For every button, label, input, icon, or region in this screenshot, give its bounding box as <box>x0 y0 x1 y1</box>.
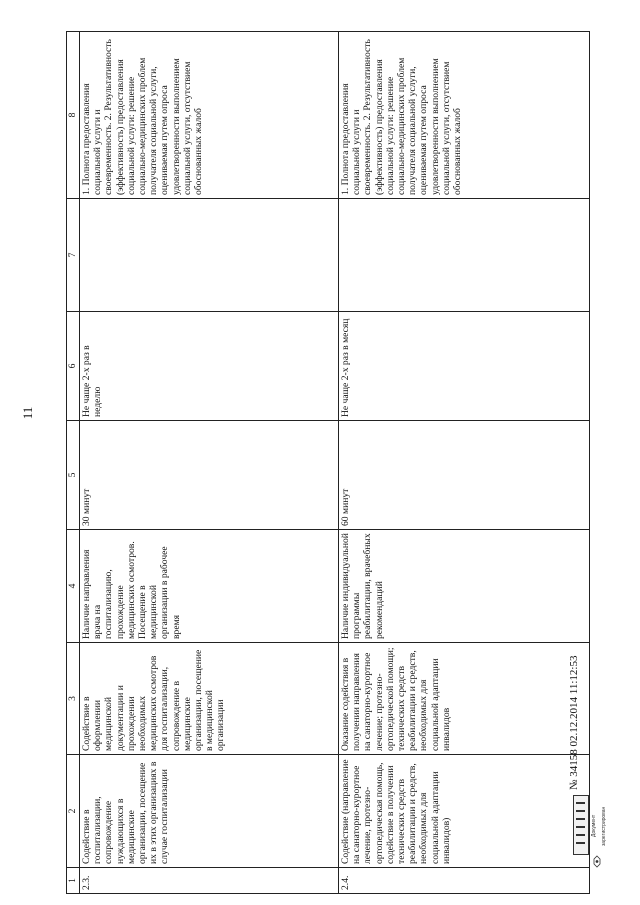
service-time: 30 минут <box>80 421 339 530</box>
services-table <box>66 31 590 894</box>
column-number: 5 <box>67 421 80 530</box>
stamp-label: Документ зарегистрирован <box>591 806 607 846</box>
service-conditions: Наличие направления врача на госпитализацию, прохождение медицинских осмотров. Посещение в медицинской организации в рабочее время <box>80 530 339 643</box>
rotated-table-frame <box>66 32 607 894</box>
service-time: 60 минут <box>339 421 590 530</box>
service-description: Содействие в оформлении медицинской документации и прохождении необходимых медицинских осмотров для госпитализации, сопровождение в медицинские организации, посещение в медицинской организации <box>80 643 339 755</box>
page-number: 11 <box>20 406 35 420</box>
column-number-row <box>67 32 80 894</box>
emblem-icon <box>592 855 602 869</box>
row-number: 2.4. <box>339 868 590 894</box>
service-frequency: Не чаще 2-х раз в месяц <box>339 312 590 421</box>
service-col7 <box>80 199 339 312</box>
service-conditions: Наличие индивидуальной программы реабилитации, врачебных рекомендаций <box>339 530 590 643</box>
registration-stamp <box>573 795 589 855</box>
column-number: 2 <box>67 755 80 868</box>
service-col7 <box>339 199 590 312</box>
table-row <box>339 32 590 894</box>
service-frequency: Не чаще 2-х раз в неделю <box>80 312 339 421</box>
table-row <box>80 32 339 894</box>
column-number: 3 <box>67 643 80 755</box>
service-name: Содействие (направление на санаторно-курортное лечение, протезно-ортопедическая помощь, содействие в получении технических средств реабилитации и средств, необходимых для социальной адаптации инвалидов) <box>339 755 590 868</box>
column-number: 1 <box>67 868 80 894</box>
registration-number: № 34158 02.12.2014 11:12:53 <box>568 655 580 790</box>
column-number: 6 <box>67 312 80 421</box>
column-number: 7 <box>67 199 80 312</box>
service-name: Содействие в госпитализации, сопровождение нуждающихся в медицинские организации, посещение их в этих организациях в случае госпитализации <box>80 755 339 868</box>
service-quality: 1. Полнота предоставления социальной услуги и своевременность. 2. Результативность (эффективность) предоставления социальной услуги: решение социально-медицинских проблем получателя социальной услуги, оцениваемая путем опроса удовлетворенности выполнением социальной услуги, отсутствием обоснованных жалоб <box>339 32 590 199</box>
column-number: 4 <box>67 530 80 643</box>
service-description: Оказание содействия в получении направления на санаторно-курортное лечение; протезно-ортопедической помощи; технических средств реабилитации и средств, необходимых для социальной адаптации инвалидов <box>339 643 590 755</box>
row-number: 2.3. <box>80 868 339 894</box>
rotated-table-content <box>66 32 607 894</box>
column-number: 8 <box>67 32 80 199</box>
service-quality: 1. Полнота предоставления социальной услуги и своевременность. 2. Результативность (эффективность) предоставления социальной услуги: решение социально-медицинских проблем получателя социальной услуги, оцениваемая путем опроса удовлетворенности выполнением социальной услуги, отсутствием обоснованных жалоб <box>80 32 339 199</box>
